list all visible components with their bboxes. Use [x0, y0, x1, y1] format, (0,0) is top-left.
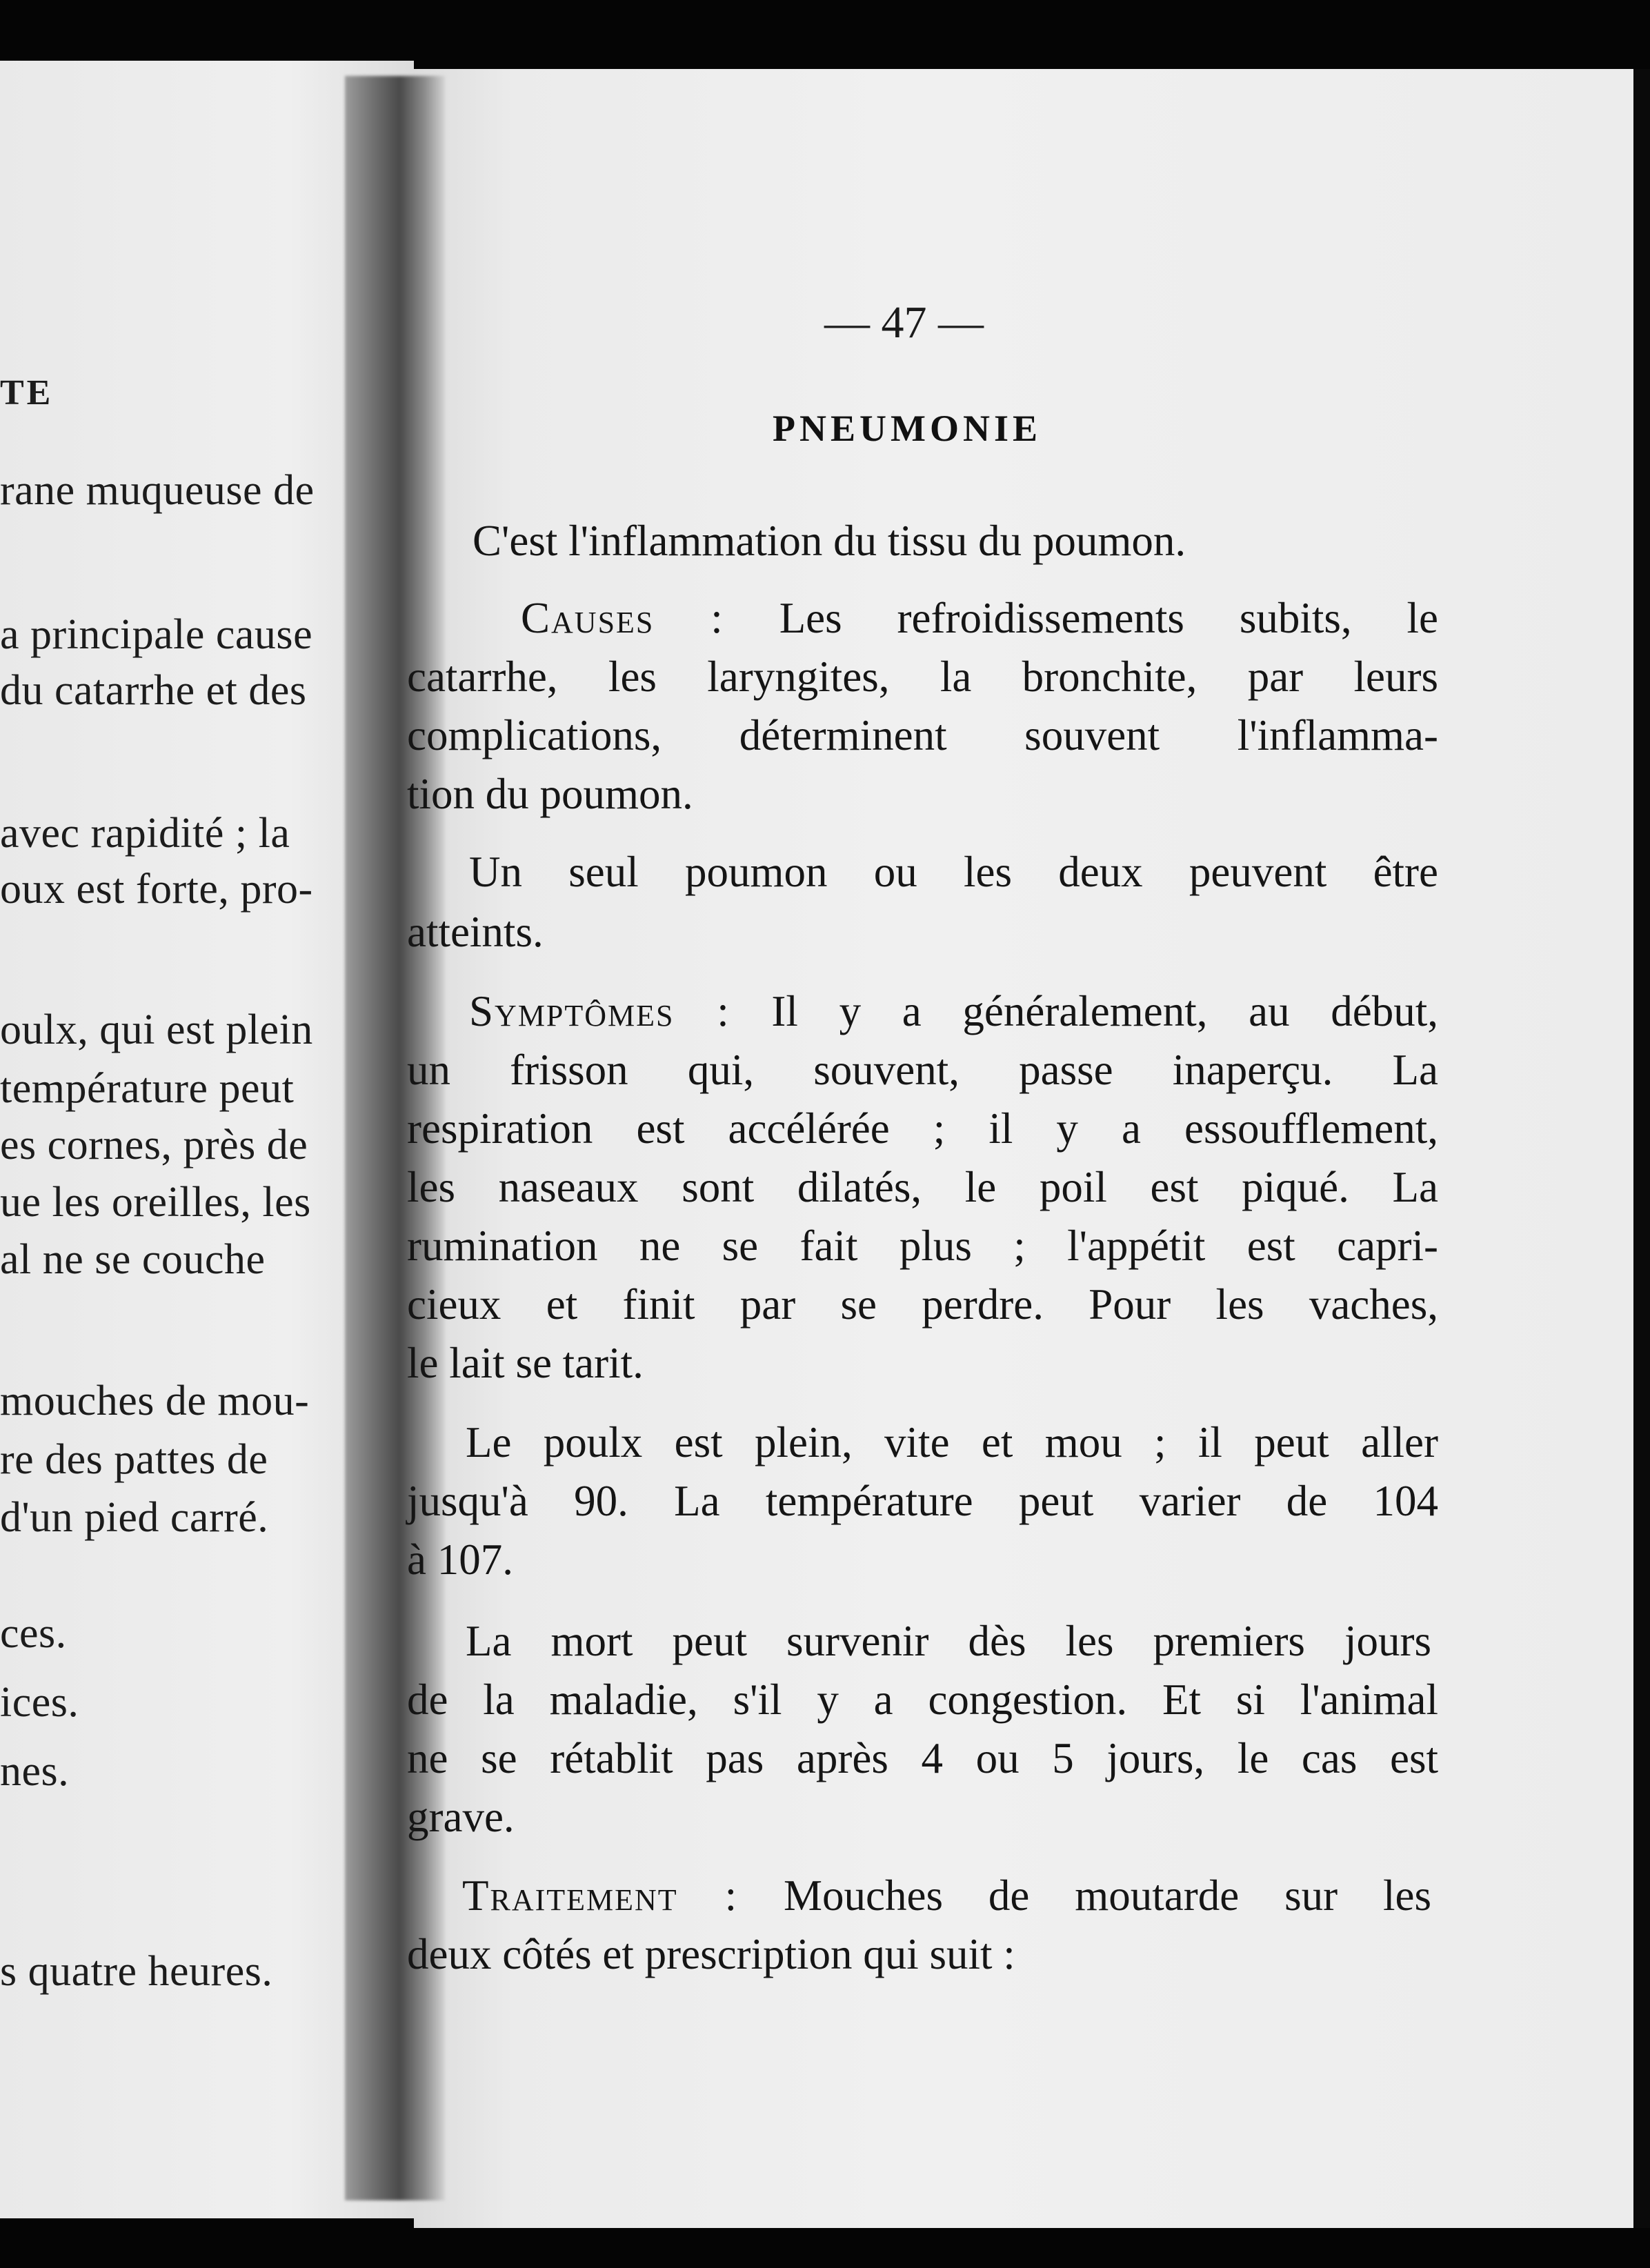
text-line [462, 1871, 1431, 1921]
text-line [469, 986, 1438, 1037]
text-fragment: Mouches de moutarde sur les [784, 1871, 1432, 1920]
page-edge-shadow [1633, 69, 1650, 2228]
text-line: Un seul poumon ou les deux peuvent être [469, 848, 1438, 896]
left-page-line: re des pattes de [0, 1436, 268, 1483]
left-page-line: mouches de mou- [0, 1377, 310, 1424]
left-page-line: al ne se couche [0, 1236, 266, 1283]
text-line: un frisson qui, souvent, passe inaperçu. La [407, 1046, 1438, 1094]
section-title: PNEUMONIE [773, 408, 1042, 449]
text-line: La mort peut survenir dès les premiers jours [466, 1617, 1431, 1665]
text-line: cieux et finit par se perdre. Pour les vaches, [407, 1280, 1438, 1329]
text-line: atteints. [407, 908, 544, 956]
text-line: de la maladie, s'il y a congestion. Et si l'animal [407, 1675, 1438, 1724]
text-line: grave. [407, 1793, 515, 1841]
text-line: rumination ne se fait plus ; l'appétit est capri- [407, 1222, 1438, 1270]
text-line: ne se rétablit pas après 4 ou 5 jours, le cas est [407, 1734, 1438, 1782]
left-page-line: du catarrhe et des [0, 667, 307, 714]
left-page-line: s quatre heures. [0, 1948, 273, 1995]
label-symptomes: Symptômes : [469, 987, 730, 1035]
left-page-heading: TE [0, 373, 54, 412]
text-fragment: Il y a généralement, au début, [771, 987, 1438, 1035]
left-page-line: a principale cause [0, 611, 313, 658]
left-page-line: es cornes, près de [0, 1122, 308, 1168]
text-line: le lait se tarit. [407, 1339, 644, 1387]
text-line: tion du poumon. [407, 770, 693, 818]
text-line [521, 593, 1438, 644]
text-fragment: Les refroidissements subits, le [779, 594, 1438, 642]
left-page-line: ue les oreilles, les [0, 1179, 311, 1226]
text-line: Le poulx est plein, vite et mou ; il peut aller [466, 1418, 1438, 1466]
text-line: respiration est accélérée ; il y a essoufflement, [407, 1104, 1438, 1153]
left-page-line: oulx, qui est plein [0, 1006, 313, 1053]
text-line: deux côtés et prescription qui suit : [407, 1930, 1015, 1978]
left-page-line: ices. [0, 1679, 79, 1726]
page-number: — 47 — [824, 297, 984, 348]
text-line: complications, déterminent souvent l'inflamma- [407, 711, 1438, 759]
label-causes: Causes : [521, 594, 724, 642]
text-line: catarrhe, les laryngites, la bronchite, par leurs [407, 653, 1438, 701]
left-page-line: nes. [0, 1748, 70, 1795]
left-page-line: oux est forte, pro- [0, 866, 313, 913]
left-page-line: avec rapidité ; la [0, 810, 290, 857]
text-line: à 107. [407, 1535, 513, 1584]
text-line: jusqu'à 90. La température peut varier de 104 [407, 1477, 1438, 1525]
left-page-line: rane muqueuse de [0, 467, 315, 514]
left-page-line: température peut [0, 1065, 295, 1112]
text-line: les naseaux sont dilatés, le poil est piqué. La [407, 1163, 1438, 1211]
left-page-line: ces. [0, 1610, 67, 1657]
label-traitement: Traitement : [462, 1871, 739, 1920]
left-page-line: d'un pied carré. [0, 1494, 269, 1541]
text-line: C'est l'inflammation du tissu du poumon. [473, 517, 1186, 565]
